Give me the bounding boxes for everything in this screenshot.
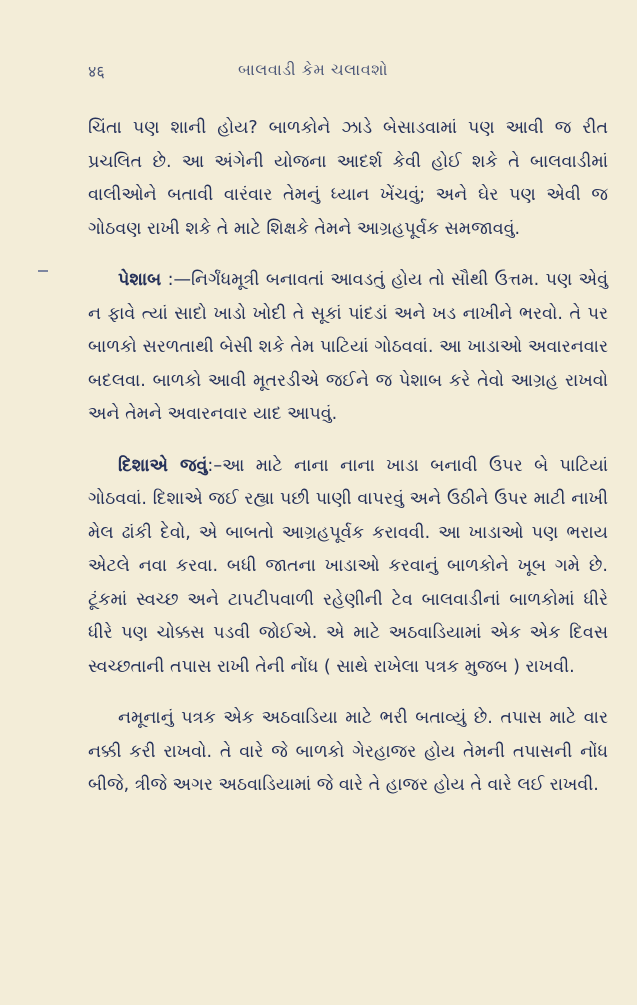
paragraph-text: ચિંતા પણ શાની હોય? બાળકોને ઝાડે બેસાડવામાં પણ આવી જ રીત પ્રચલિત છે. આ અંગેની યોજના આદર્શ કેવી હોઈ શકે તે બાલવાડીમાં વાલીઓને બતાવી વારંવાર તેમનું ધ્યાન ખેંચવું; અને ઘેર પણ એવી જ ગોઠવણ રાખી શકે તે માટે શિક્ષકે તેમને આગ્રહપૂર્વક સમજાવવું. bbox=[88, 118, 608, 239]
paragraph-register bbox=[88, 702, 608, 803]
running-title: બાલવાડી કેમ ચલાવશો bbox=[238, 60, 388, 79]
margin-mark bbox=[38, 270, 48, 272]
paragraph-urination bbox=[88, 264, 608, 432]
paragraph-heading: દિશાએ જવું bbox=[118, 455, 208, 476]
paragraph-continuation bbox=[88, 112, 608, 246]
paragraph-heading: પેશાબ bbox=[118, 270, 162, 290]
body-text bbox=[88, 112, 608, 803]
paragraph-text: નમૂનાનું પત્રક એક અઠવાડિયા માટે ભરી બતાવ્યું છે. તપાસ માટે વાર નક્કી કરી રાખવો. તે વારે જે બાળકો ગેરહાજર હોય તેમની તપાસની નોંધ બીજે, ત્રીજે અગર અઠવાડિયામાં જે વારે તે હાજર હોય તે વારે લઈ રાખવી. bbox=[88, 708, 608, 795]
page-header bbox=[88, 60, 597, 90]
paragraph-text: :–આ માટે નાના નાના ખાડા બનાવી ઉપર બે પાટિયાં ગોઠવવાં. દિશાએ જઈ રહ્યા પછી પાણી વાપરવું અને ઉઠીને ઉપર માટી નાખી મેલ ઢાંકી દેવો, એ બાબતો આગ્રહપૂર્વક કરાવવી. આ ખાડાઓ પણ ભરાય એટલે નવા કરવા. બધી જાતના ખાડાઓ કરવાનું બાળકોને ખૂબ ગમે છે. ટૂંકમાં સ્વચ્છ અને ટાપટીપવાળી રહેણીની ટેવ બાલવાડીનાં બાળકોમાં ધીરે ધીરે પણ ચોક્કસ પડવી જોઈએ. એ માટે અઠવાડિયામાં એક એક દિવસ સ્વચ્છતાની તપાસ રાખી તેની નોંધ ( સાથે રાખેલા પત્રક મુજબ ) રાખવી. bbox=[88, 455, 608, 677]
page-number: ४६ bbox=[88, 62, 105, 81]
paragraph-defecation bbox=[88, 450, 608, 685]
paragraph-text: :—નિર્ગંધમૂત્રી બનાવતાં આવડતું હોય તો સૌથી ઉત્તમ. પણ એવું ન ફાવે ત્યાં સાદો ખાડો ખોદી તે સૂકાં પાંદડાં અને ખડ નાખીને ભરવો. તે પર બાળકો સરળતાથી બેસી શકે તેમ પાટિયાં ગોઠવવાં. આ ખાડાઓ અવારનવાર બદલવા. બાળકો આવી મૂતરડીએ જઈને જ પેશાબ કરે તેવો આગ્રહ રાખવો અને તેમને અવારનવાર યાદ આપવું. bbox=[88, 270, 608, 424]
